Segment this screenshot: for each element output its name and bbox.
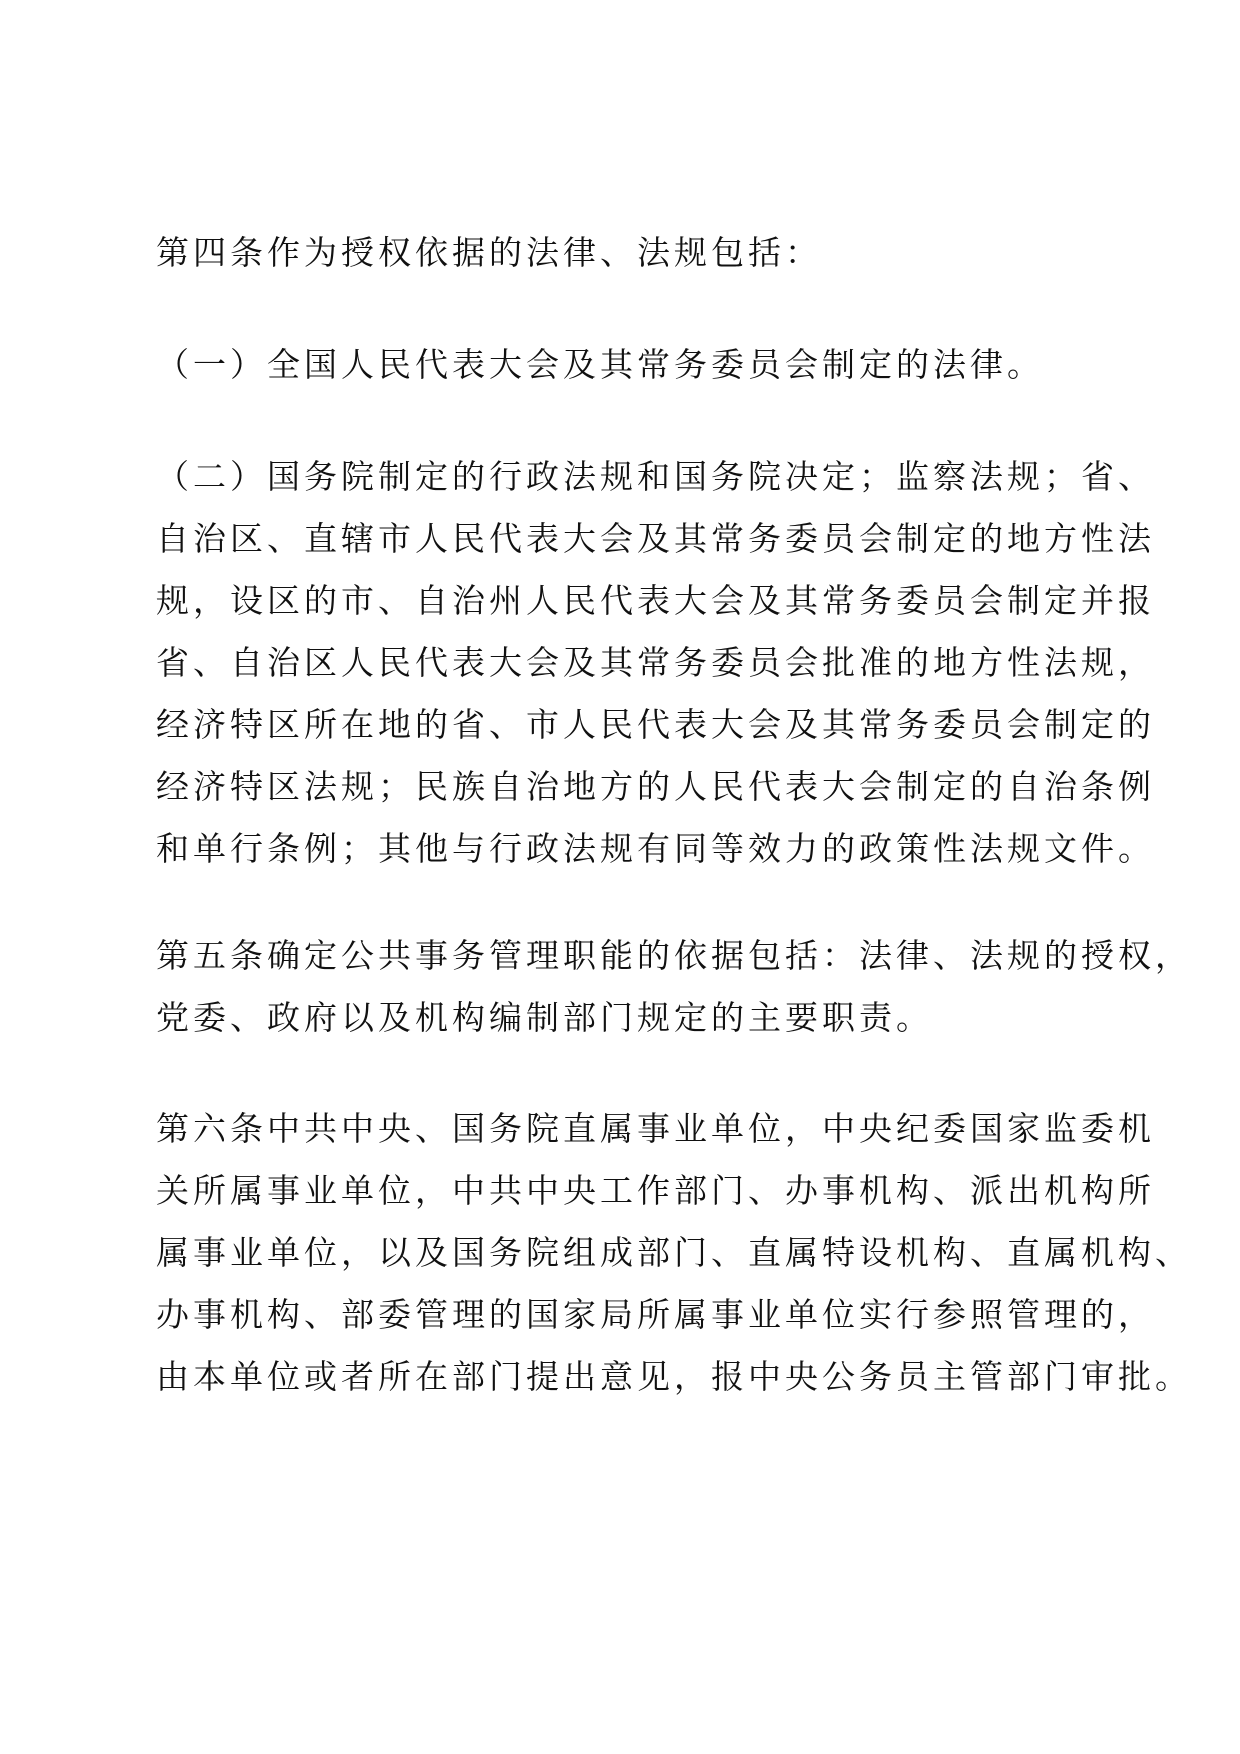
paragraph-line: 属事业单位，以及国务院组成部门、直属特设机构、直属机构、 [156,1233,1192,1272]
paragraph-clause-2 [156,446,1155,880]
paragraph-line: 省、自治区人民代表大会及其常务委员会批准的地方性法规， [156,643,1155,682]
paragraph-line: 自治区、直辖市人民代表大会及其常务委员会制定的地方性法 [156,519,1155,558]
paragraph-line: 第六条中共中央、国务院直属事业单位，中央纪委国家监委机 [156,1109,1155,1148]
paragraph-line: 关所属事业单位，中共中央工作部门、办事机构、派出机构所 [156,1171,1155,1210]
paragraph-line: （二）国务院制定的行政法规和国务院决定；监察法规；省、 [156,457,1155,496]
paragraph-article-5 [156,925,1192,1049]
paragraph-line: 规，设区的市、自治州人民代表大会及其常务委员会制定并报 [156,581,1155,620]
paragraph-article-6 [156,1098,1192,1408]
paragraph-clause-1 [156,334,1096,396]
paragraph-line: 和单行条例；其他与行政法规有同等效力的政策性法规文件。 [156,829,1155,868]
paragraph-line: 第四条作为授权依据的法律、法规包括： [156,233,822,272]
paragraph-line: 经济特区所在地的省、市人民代表大会及其常务委员会制定的 [156,705,1155,744]
paragraph-line: 办事机构、部委管理的国家局所属事业单位实行参照管理的， [156,1295,1155,1334]
paragraph-line: （一）全国人民代表大会及其常务委员会制定的法律。 [156,345,1044,384]
paragraph-line: 党委、政府以及机构编制部门规定的主要职责。 [156,998,933,1037]
paragraph-line: 第五条确定公共事务管理职能的依据包括：法律、法规的授权， [156,936,1192,975]
paragraph-article-4 [156,222,1096,284]
paragraph-line: 由本单位或者所在部门提出意见，报中央公务员主管部门审批。 [156,1357,1192,1396]
paragraph-line: 经济特区法规；民族自治地方的人民代表大会制定的自治条例 [156,767,1155,806]
